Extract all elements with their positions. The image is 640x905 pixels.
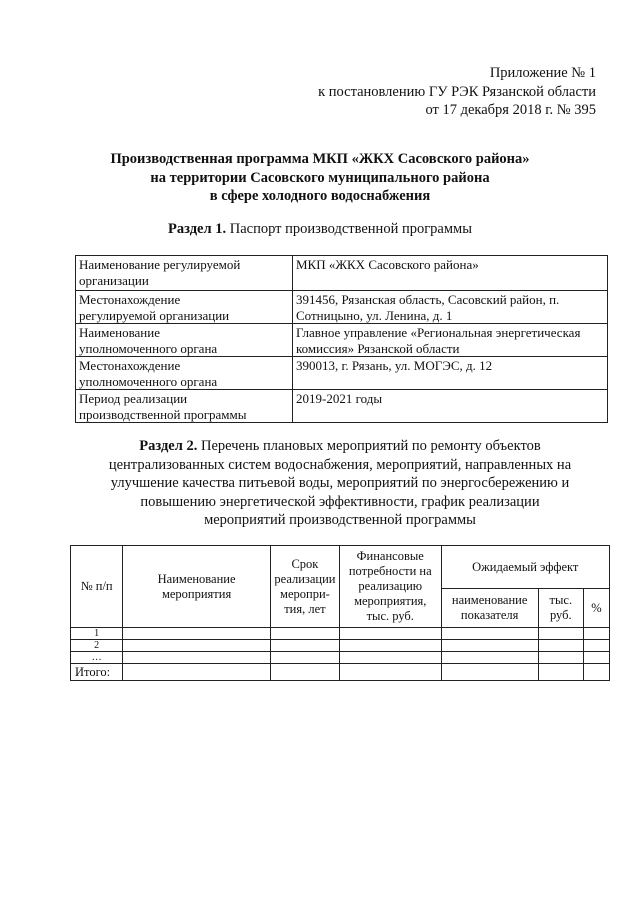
header-name: Наименование мероприятия [123, 546, 271, 628]
table-row [76, 324, 608, 357]
table-row [71, 652, 610, 664]
table-row [76, 291, 608, 324]
header-finance: Финансовые потребности на реализацию мероприятия, тыс. руб. [340, 546, 442, 628]
passport-value-cell: 2019-2021 годы [293, 390, 608, 423]
table-row [71, 640, 610, 652]
passport-label-cell: Период реализации производственной программы [76, 390, 293, 423]
appendix-line: Приложение № 1 [489, 65, 596, 81]
title-line: на территории Сасовского муниципального района [150, 169, 490, 186]
passport-table [75, 255, 608, 423]
document-title [0, 150, 640, 206]
appendix-line: к постановлению ГУ РЭК Рязанской области [318, 83, 596, 100]
section-2-label: Раздел 2. [139, 438, 198, 454]
section-1-text: Паспорт производственной программы [226, 221, 472, 237]
row-number: 1 [71, 628, 123, 640]
table-row [71, 628, 610, 640]
header-thousand-rub: тыс. руб. [538, 589, 583, 628]
table-row [76, 256, 608, 291]
measures-table [70, 545, 610, 681]
header-num: № п/п [71, 546, 123, 628]
header-percent: % [583, 589, 609, 628]
header-term: Срок реализации меропри- тия, лет [270, 546, 339, 628]
row-number: … [71, 652, 123, 664]
title-line: в сфере холодного водоснабжения [209, 188, 431, 204]
passport-label-cell: Наименование регулируемой организации [76, 256, 293, 291]
table-row [76, 390, 608, 423]
section-1-label: Раздел 1. [168, 221, 227, 237]
passport-label-cell: Наименование уполномоченного органа [76, 324, 293, 357]
passport-value-cell: МКП «ЖКХ Сасовского района» [293, 256, 608, 291]
passport-label-cell: Местонахождение регулируемой организации [76, 291, 293, 324]
header-effect: Ожидаемый эффект [441, 546, 610, 589]
appendix-header [318, 64, 596, 120]
table-total-row [71, 664, 610, 681]
appendix-line: от 17 декабря 2018 г. № 395 [425, 102, 596, 118]
table-header-row [71, 546, 610, 589]
row-number: 2 [71, 640, 123, 652]
section-2-heading: Раздел 2. Перечень плановых мероприятий по ремонту объектов централизованных систем водоснабжения, мероприятий, направленных на улучшение качества питьевой воды, мероприятий по энергосбережению и повышению энергетической эффективности, график реализации мероприятий производственной программы [108, 438, 572, 528]
passport-value-cell: 390013, г. Рязань, ул. МОГЭС, д. 12 [293, 357, 608, 390]
section-1-heading [0, 221, 640, 238]
total-label: Итого: [71, 664, 123, 681]
header-indicator: наименование показателя [441, 589, 538, 628]
table-row [76, 357, 608, 390]
title-line: Производственная программа МКП «ЖКХ Сасовского района» [110, 151, 530, 167]
passport-value-cell: 391456, Рязанская область, Сасовский район, п. Сотницыно, ул. Ленина, д. 1 [293, 291, 608, 324]
passport-label-cell: Местонахождение уполномоченного органа [76, 357, 293, 390]
passport-value-cell: Главное управление «Региональная энергетическая комиссия» Рязанской области [293, 324, 608, 357]
